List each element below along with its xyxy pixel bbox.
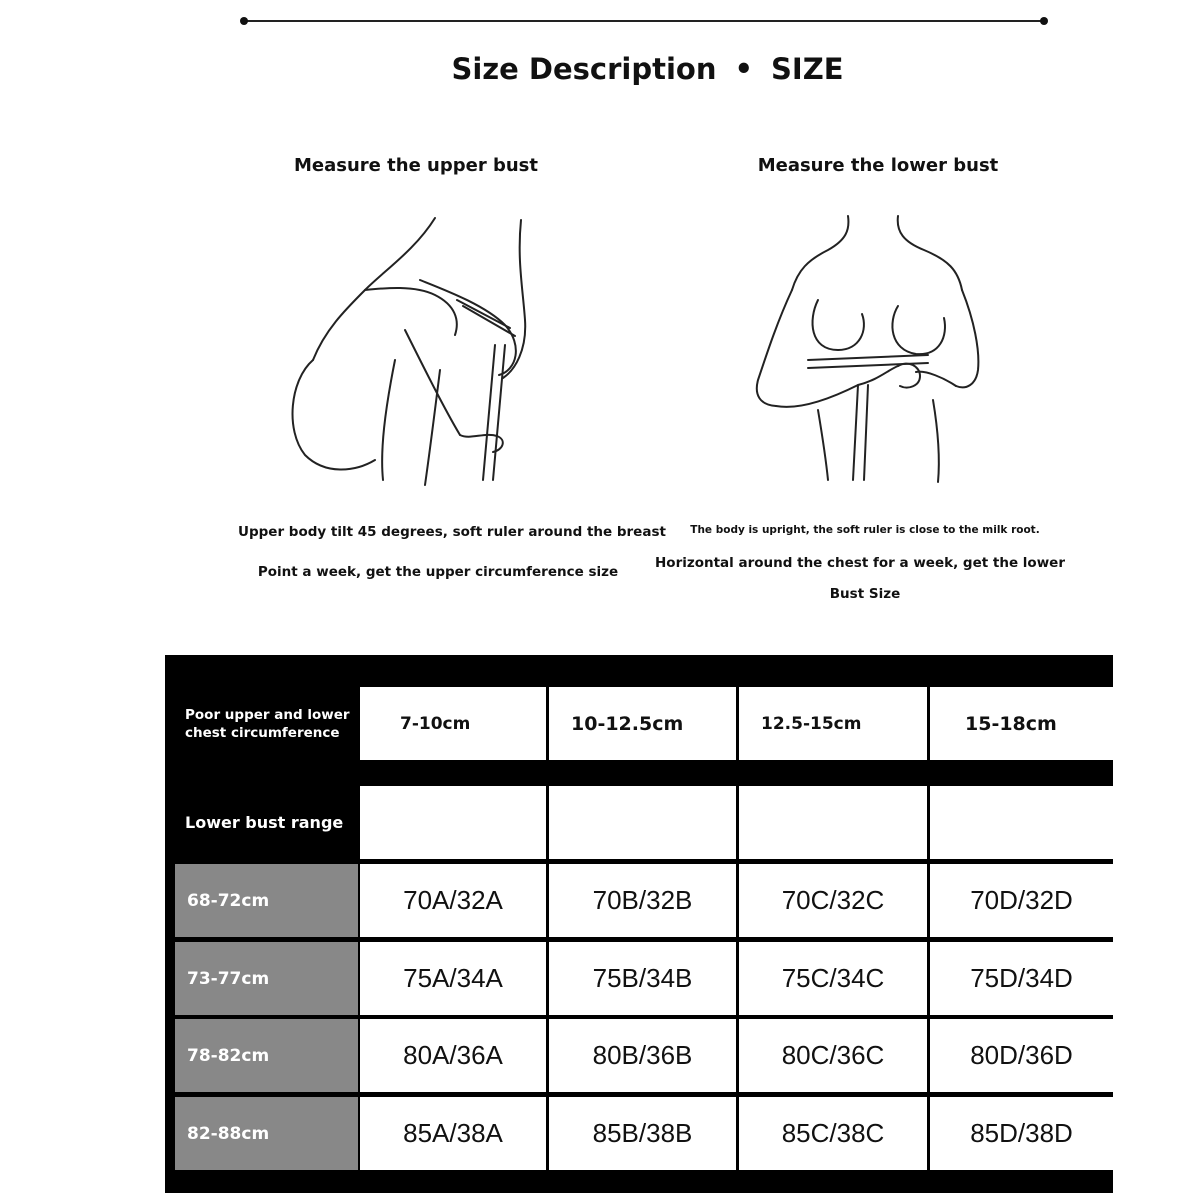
lower-caption-line-2: Horizontal around the chest for a week, get the lower bbox=[655, 555, 1065, 571]
empty-cell bbox=[739, 786, 927, 859]
difference-cell: 10-12.5cm bbox=[549, 687, 736, 760]
upper-bust-heading: Measure the upper bust bbox=[294, 155, 538, 176]
lower-bust-range: 78-82cm bbox=[175, 1019, 358, 1092]
size-cell: 85B/38B bbox=[549, 1097, 736, 1170]
difference-label: Poor upper and lower chest circumference bbox=[173, 687, 358, 760]
size-cell: 70A/32A bbox=[360, 864, 546, 937]
size-cell: 75D/34D bbox=[930, 942, 1113, 1015]
size-cell: 85C/38C bbox=[739, 1097, 927, 1170]
size-cell: 80B/36B bbox=[549, 1019, 736, 1092]
title-left: Size Description bbox=[451, 52, 717, 86]
lower-caption-line-3: Bust Size bbox=[829, 586, 901, 602]
size-cell: 70B/32B bbox=[549, 864, 736, 937]
lower-bust-range-label: Lower bust range bbox=[173, 786, 358, 859]
lower-caption-line-1: The body is upright, the soft ruler is close to the milk root. bbox=[690, 524, 1040, 536]
lower-bust-range: 73-77cm bbox=[175, 942, 358, 1015]
size-cell: 80A/36A bbox=[360, 1019, 546, 1092]
top-divider bbox=[244, 20, 1044, 22]
size-cell: 85D/38D bbox=[930, 1097, 1113, 1170]
empty-cell bbox=[549, 786, 736, 859]
difference-cell: 7-10cm bbox=[360, 687, 546, 760]
lower-bust-heading: Measure the lower bust bbox=[757, 155, 999, 176]
size-cell: 80C/36C bbox=[739, 1019, 927, 1092]
title-separator: • bbox=[734, 52, 754, 86]
size-cell: 85A/38A bbox=[360, 1097, 546, 1170]
upper-caption-line-2: Point a week, get the upper circumference size bbox=[257, 564, 619, 580]
lower-bust-illustration bbox=[748, 210, 1008, 490]
page-title bbox=[0, 52, 1200, 86]
divider-dot-right bbox=[1040, 17, 1048, 25]
divider-dot-left bbox=[240, 17, 248, 25]
lower-bust-range: 68-72cm bbox=[175, 864, 358, 937]
size-cell: 75C/34C bbox=[739, 942, 927, 1015]
empty-cell bbox=[360, 786, 546, 859]
empty-cell bbox=[930, 786, 1113, 859]
difference-cell: 15-18cm bbox=[930, 687, 1113, 760]
size-cell: 70D/32D bbox=[930, 864, 1113, 937]
lower-bust-range: 82-88cm bbox=[175, 1097, 358, 1170]
size-cell: 70C/32C bbox=[739, 864, 927, 937]
size-cell: 75B/34B bbox=[549, 942, 736, 1015]
size-cell: 75A/34A bbox=[360, 942, 546, 1015]
difference-cell: 12.5-15cm bbox=[739, 687, 927, 760]
upper-bust-illustration bbox=[285, 210, 545, 490]
size-cell: 80D/36D bbox=[930, 1019, 1113, 1092]
title-right: SIZE bbox=[771, 52, 844, 86]
upper-caption-line-1: Upper body tilt 45 degrees, soft ruler around the breast bbox=[238, 524, 666, 540]
size-chart-table bbox=[165, 655, 1113, 1193]
